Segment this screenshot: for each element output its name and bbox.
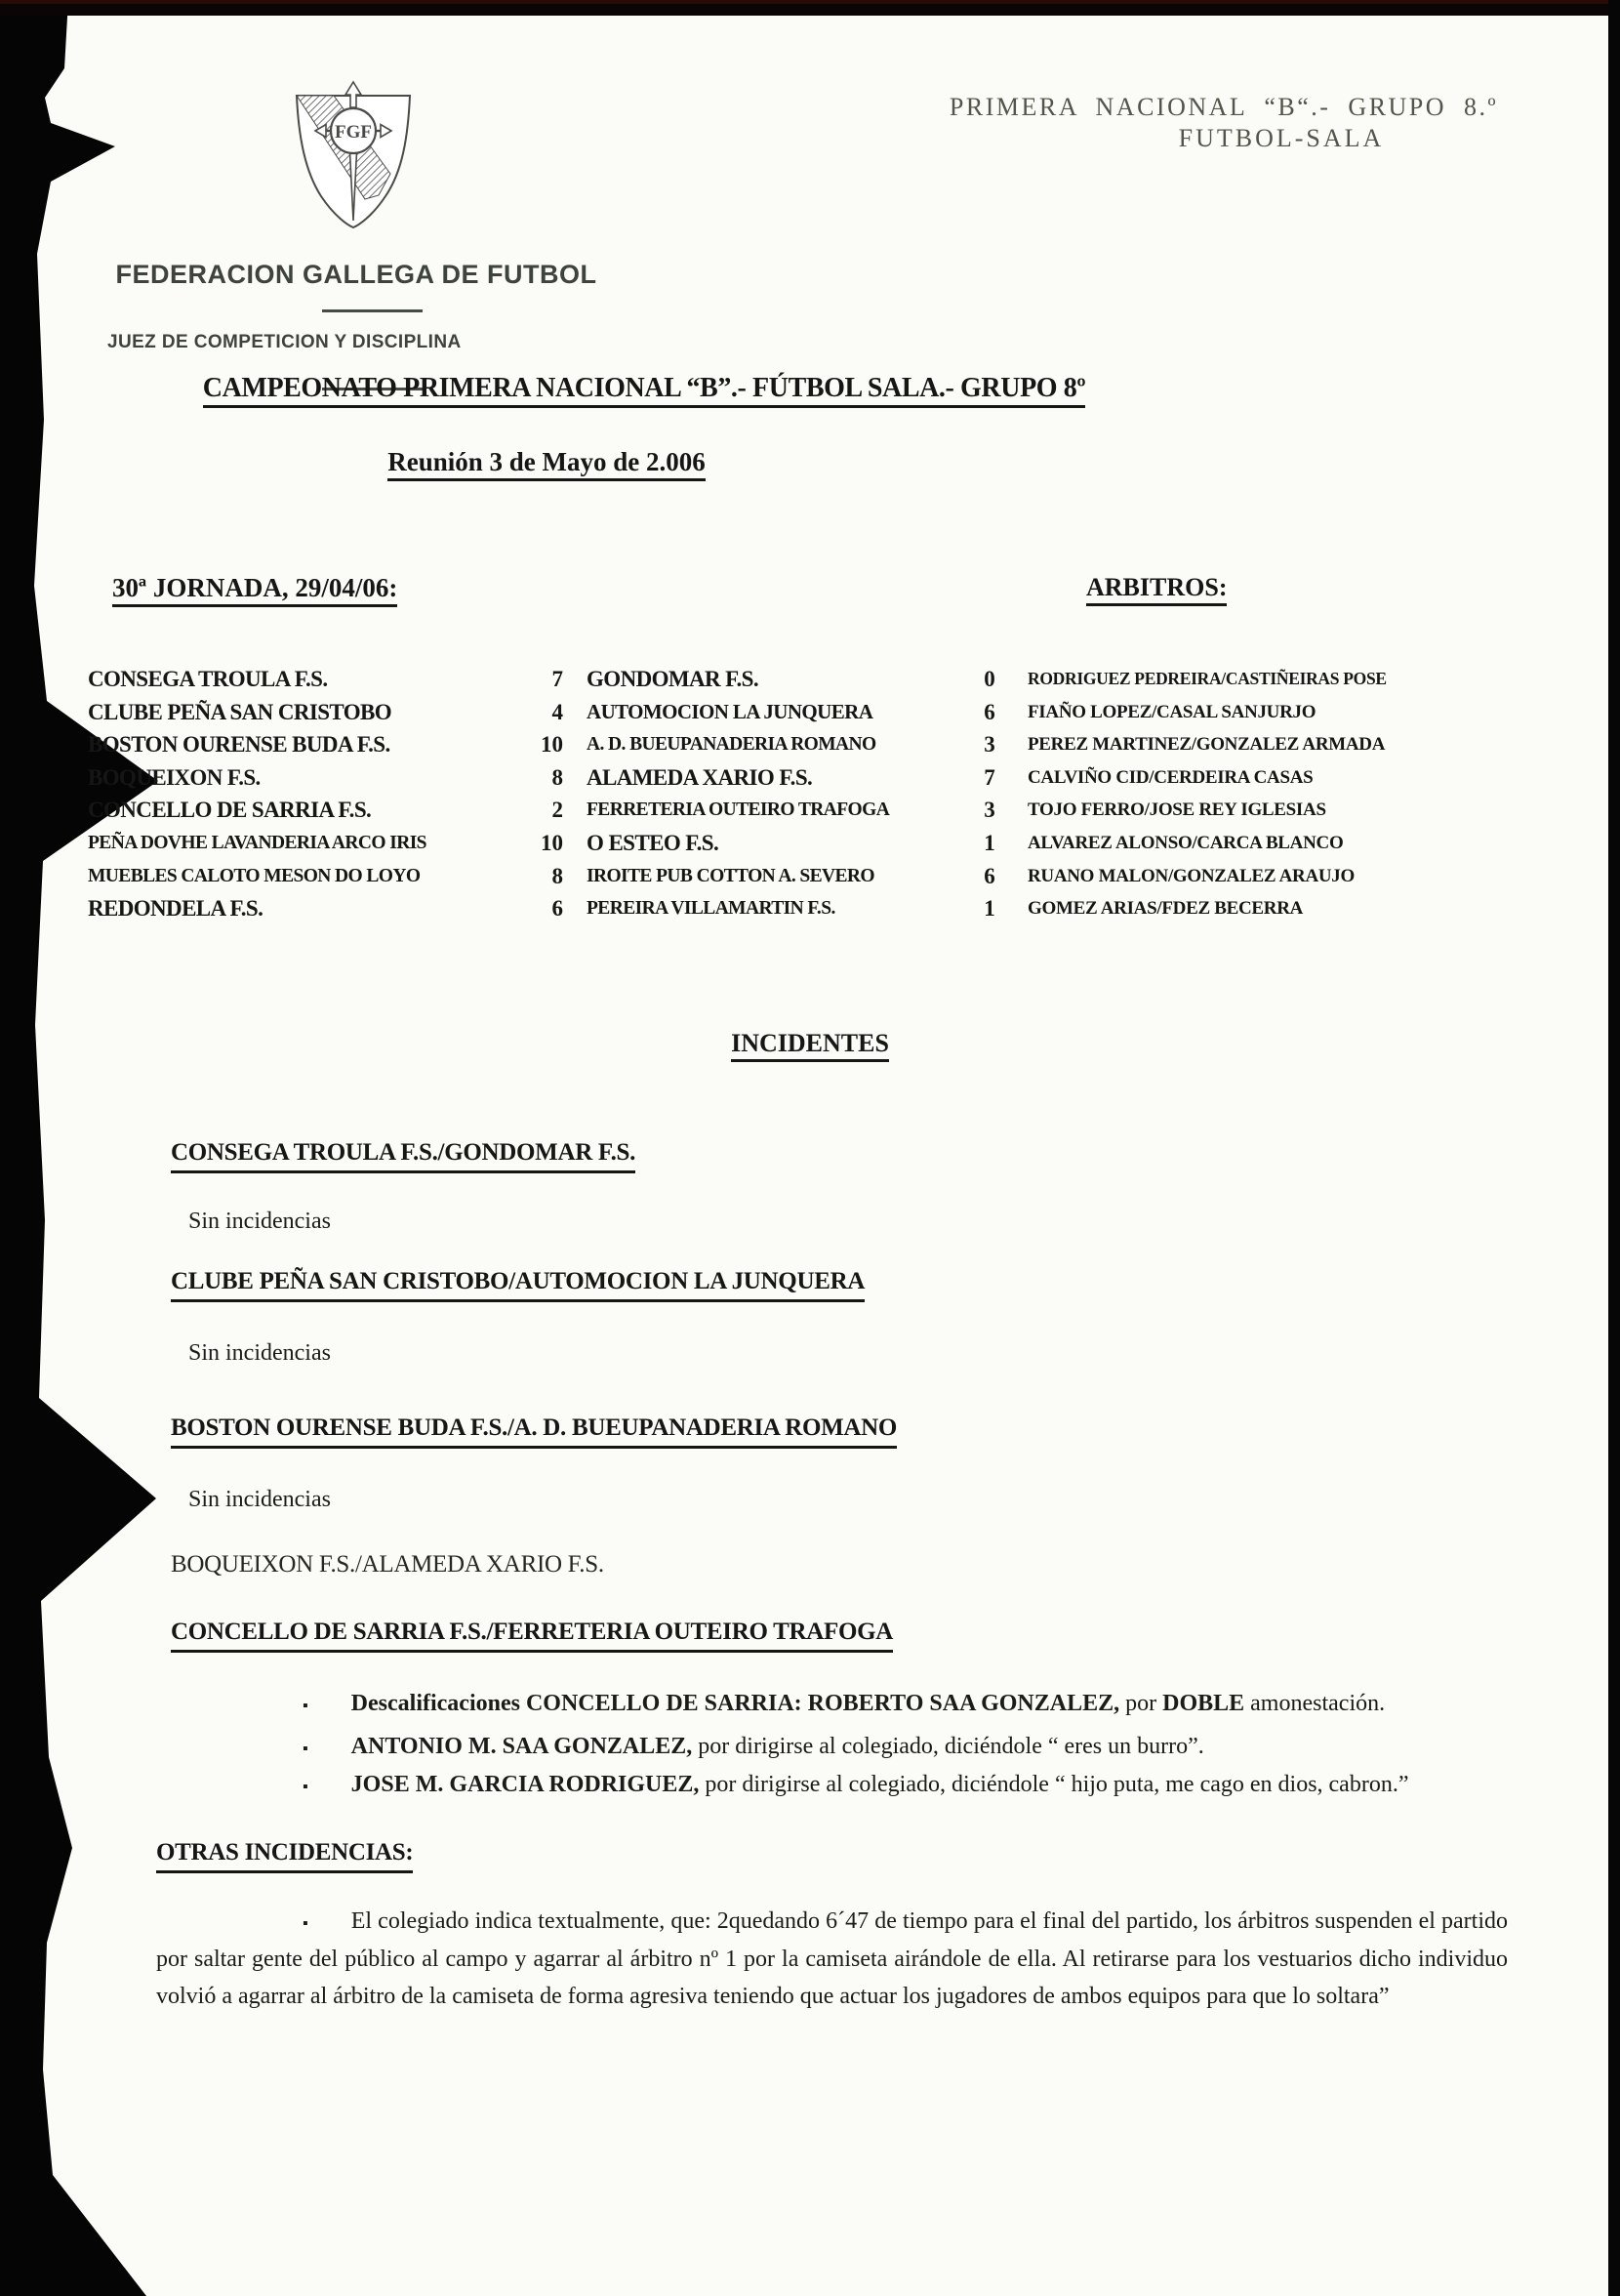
home-score: 4 [551,699,563,724]
incident-text-run: DOBLE [1162,1691,1245,1716]
referees: CALVIÑO CID/CERDEIRA CASAS [1028,766,1314,788]
away-team: IROITE PUB COTTON A. SEVERO [587,865,874,886]
incident-bullet [156,1686,1508,1725]
referees: RUANO MALON/GONZALEZ ARAUJO [1028,865,1355,886]
referees-heading: ARBITROS: [1086,573,1227,602]
match-row [0,827,1608,860]
match-incident-heading: CLUBE PEÑA SAN CRISTOBO/AUTOMOCION LA JUNQUERA [171,1267,865,1302]
home-score: 6 [551,896,563,922]
incident-bullet [156,1767,1508,1806]
away-score: 0 [984,667,995,691]
results-table [0,663,1608,925]
match-incident-heading: BOQUEIXON F.S./ALAMEDA XARIO F.S. [171,1551,604,1578]
away-team: GONDOMAR F.S. [587,667,758,691]
fgf-crest-icon [279,80,427,235]
home-team: MUEBLES CALOTO MESON DO LOYO [88,865,421,886]
incident-text-run: por [1119,1691,1163,1716]
match-row [0,728,1608,761]
incidents-body [156,1138,1508,2015]
org-name: FEDERACION GALLEGA DE FUTBOL [115,260,597,289]
org-name-rule [322,309,423,312]
away-score: 3 [984,798,995,823]
jornada-heading: 30ª JORNADA, 29/04/06: [112,573,397,603]
home-team: CONSEGA TROULA F.S. [88,667,328,691]
referees: TOJO FERRO/JOSE REY IGLESIAS [1028,800,1326,821]
scan-top-border [0,0,1620,16]
match-incident-heading: BOSTON OURENSE BUDA F.S./A. D. BUEUPANADERIA ROMANO [171,1414,897,1449]
referees: RODRIGUEZ PEDREIRA/CASTIÑEIRAS POSE [1028,669,1387,688]
home-team: PEÑA DOVHE LAVANDERIA ARCO IRIS [88,832,426,853]
home-score: 8 [551,764,563,790]
competition-letterhead [925,92,1522,154]
home-team: BOSTON OURENSE BUDA F.S. [88,732,390,758]
no-incident-note: Sin incidencias [188,1209,331,1234]
square-bullet-icon: ▪ [303,1698,308,1714]
away-score: 1 [984,896,995,922]
away-team: FERRETERIA OUTEIRO TRAFOGA [587,800,890,821]
home-team: CONCELLO DE SARRIA F.S. [88,798,372,823]
home-team: REDONDELA F.S. [88,896,263,922]
home-score: 10 [541,830,563,855]
home-score: 7 [551,667,563,691]
away-team: PEREIRA VILLAMARTIN F.S. [587,898,835,920]
competition-line2: FUTBOL-SALA [1178,124,1385,152]
home-score: 2 [551,798,563,823]
match-row [0,696,1608,729]
match-row [0,860,1608,893]
incident-bullet [156,1904,1508,2016]
incident-bullet [156,1729,1508,1768]
incident-text-run: por dirigirse al colegiado, diciéndole “ hijo puta, me cago en dios, cabron.” [699,1772,1409,1797]
incident-text-run: por dirigirse al colegiado, diciéndole “ eres un burro”. [692,1733,1204,1759]
square-bullet-icon: ▪ [303,1914,308,1932]
no-incident-note: Sin incidencias [188,1340,331,1366]
department-name: JUEZ DE COMPETICION Y DISCIPLINA [107,332,462,352]
away-score: 7 [984,764,995,790]
incident-text-run: Descalificaciones CONCELLO DE SARRIA: ROBERTO SAA GONZALEZ, [350,1691,1120,1716]
away-score: 6 [984,699,995,724]
incident-text-run: JOSE M. GARCIA RODRIGUEZ, [350,1772,700,1797]
match-row [0,761,1608,795]
meeting-date: Reunión 3 de Mayo de 2.006 [98,447,995,477]
other-incidents-heading: OTRAS INCIDENCIAS: [156,1838,413,1873]
referees: GOMEZ ARIAS/FDEZ BECERRA [1028,898,1304,920]
match-incident-heading: CONSEGA TROULA F.S./GONDOMAR F.S. [171,1138,635,1173]
referees: FIAÑO LOPEZ/CASAL SANJURJO [1028,701,1316,722]
away-score: 3 [984,732,995,758]
away-team: AUTOMOCION LA JUNQUERA [587,699,873,723]
svg-text:FGF: FGF [335,122,372,143]
referees: ALVAREZ ALONSO/CARCA BLANCO [1028,832,1344,853]
competition-line1: PRIMERA NACIONAL “B“.- GRUPO 8.º [949,93,1499,121]
document-title: CAMPEONATO PRIMERA NACIONAL “B”.- FÚTBOL SALA.- GRUPO 8º [102,373,1186,404]
incident-text-run: amonestación. [1244,1691,1386,1716]
square-bullet-icon: ▪ [303,1740,308,1757]
square-bullet-icon: ▪ [303,1779,308,1795]
incident-text-run: ANTONIO M. SAA GONZALEZ, [350,1733,693,1759]
away-team: ALAMEDA XARIO F.S. [587,764,813,790]
away-team: A. D. BUEUPANADERIA ROMANO [587,734,876,756]
incidents-heading: INCIDENTES [98,1029,1522,1058]
incident-text-run: El colegiado indica textualmente, que: 2quedando 6´47 de tiempo para el final del partido, los árbitros suspenden el partido por saltar gente del público al campo y agarrar al árbitro nº 1 por la camiseta airándole de ella. Al retirarse para los vestuarios dicho individuo volvió a agarrar al árbitro de la camiseta de forma agresiva teniendo que actuar los jugadores de ambos equipos para que lo soltara” [156,1907,1509,2009]
no-incident-note: Sin incidencias [188,1487,331,1512]
match-row [0,663,1608,696]
home-team: BOQUEIXON F.S. [88,764,261,790]
match-incident-heading: CONCELLO DE SARRIA F.S./FERRETERIA OUTEIRO TRAFOGA [171,1618,893,1653]
scan-right-border [1608,0,1620,2296]
home-score: 10 [541,732,563,758]
away-score: 1 [984,830,995,855]
home-team: CLUBE PEÑA SAN CRISTOBO [88,699,392,724]
home-score: 8 [551,863,563,888]
referees: PEREZ MARTINEZ/GONZALEZ ARMADA [1028,734,1386,756]
away-team: O ESTEO F.S. [587,830,719,855]
match-row [0,892,1608,925]
away-score: 6 [984,863,995,888]
match-row [0,794,1608,827]
